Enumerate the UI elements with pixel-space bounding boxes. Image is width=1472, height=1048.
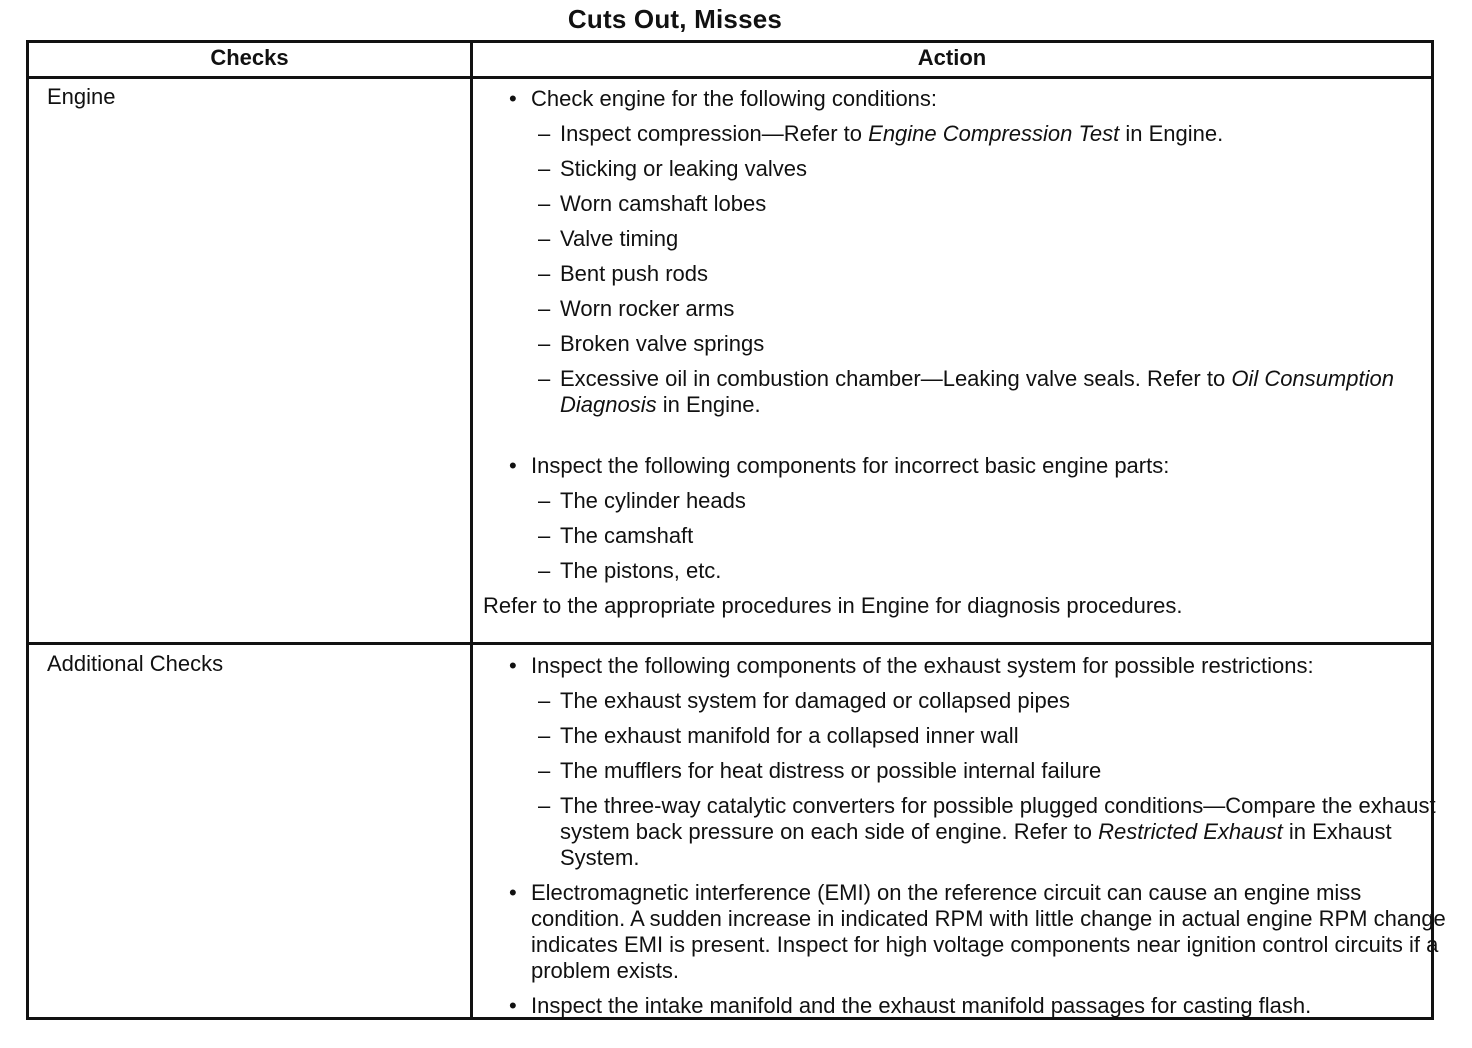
list-item: – The exhaust manifold for a collapsed inner wall [538,723,1019,748]
engine-actions [483,86,1447,619]
checks-header: Checks [210,45,289,70]
list-item: – The cylinder heads [538,488,746,513]
list-item: • Inspect the intake manifold and the exhaust manifold passages for casting flash. [509,993,1312,1018]
action-header: Action [917,45,987,70]
additional-actions [507,653,1447,1019]
page-title: Cuts Out, Misses [567,4,783,34]
list-item: – The exhaust system for damaged or collapsed pipes [538,688,1070,713]
list-item: • Inspect the following components of the exhaust system for possible restrictions: [509,653,1314,678]
list-item: • Electromagnetic interference (EMI) on the reference circuit can cause an engine miss condition. A sudden increase in indicated RPM with little change in actual engine RPM change indicates EMI is present. Inspect for high voltage components near ignition control circuits if a problem exists. [509,880,1446,983]
check-additional: Additional Checks [47,651,224,676]
list-item: – The mufflers for heat distress or possible internal failure [538,758,1102,783]
list-item: – Inspect compression—Refer to Engine Compression Test in Engine. [538,121,1224,146]
engine-note: Refer to the appropriate procedures in Engine for diagnosis procedures. [483,593,1183,618]
list-item: – Bent push rods [538,261,708,286]
list-item: – The camshaft [538,523,694,548]
list-item: – Worn camshaft lobes [538,191,767,216]
list-item: • Check engine for the following conditions: [509,86,938,111]
list-item: – The three-way catalytic converters for possible plugged conditions—Compare the exhaust system back pressure on each side of engine. Refer to Restricted Exhaust in Exhaust System. [538,793,1436,870]
list-item: – Excessive oil in combustion chamber—Leaking valve seals. Refer to Oil Consumption Diagnosis in Engine. [538,366,1394,417]
list-item: – Worn rocker arms [538,296,735,321]
list-item: – The pistons, etc. [538,558,722,583]
row-divider [29,642,1431,645]
list-item: – Valve timing [538,226,679,251]
check-engine: Engine [47,84,116,109]
diagnosis-table [26,40,1446,1020]
column-divider [470,43,473,1017]
header-divider [29,76,1431,79]
list-item: – Sticking or leaking valves [538,156,808,181]
list-item: – Broken valve springs [538,331,765,356]
list-item: • Inspect the following components for incorrect basic engine parts: [509,453,1170,478]
